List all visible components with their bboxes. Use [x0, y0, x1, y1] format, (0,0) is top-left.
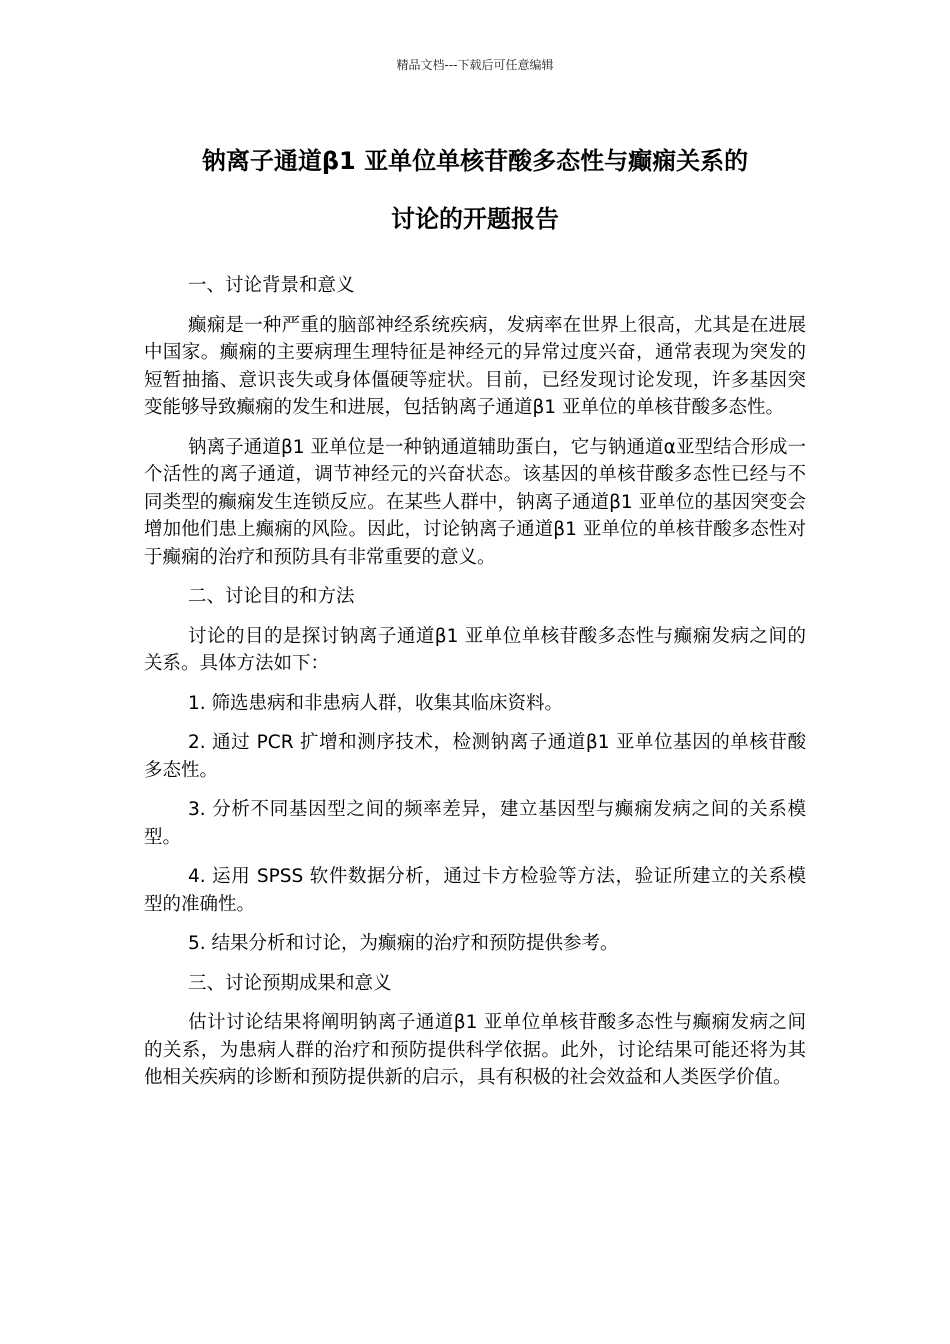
section-heading-methods: 二、讨论目的和方法 — [188, 586, 355, 607]
page-header: 精品文档---下载后可任意编辑 — [396, 58, 554, 72]
paragraph-expected-outcomes: 估计讨论结果将阐明钠离子通道β1 亚单位单核苷酸多态性与癫痫发病之间的关系，为患病人群的治疗和预防提供科学依据。此外，讨论结果可能还将为其他相关疾病的诊断和预防提供新的启示，具有积极的社会效益和人类医学价值。 — [144, 1012, 806, 1088]
section-heading-background: 一、讨论背景和意义 — [188, 275, 355, 296]
title-line-1: 钠离子通道β1 亚单位单核苷酸多态性与癫痫关系的 — [201, 147, 749, 175]
section-heading-outcomes: 三、讨论预期成果和意义 — [188, 972, 392, 994]
method-item-5: 5. 结果分析和讨论，为癫痫的治疗和预防提供参考。 — [188, 933, 619, 954]
title-line-2: 讨论的开题报告 — [391, 205, 559, 233]
paragraph-epilepsy-intro: 癫痫是一种严重的脑部神经系统疾病，发病率在世界上很高，尤其是在进展中国家。癫痫的主要病理生理特征是神经元的异常过度兴奋，通常表现为突发的短暂抽搐、意识丧失或身体僵硬等症状。目前，已经发现讨论发现，许多基因突变能够导致癫痫的发生和进展，包括钠离子通道β1 亚单位的单核苷酸多态性。 — [144, 314, 806, 418]
method-item-2: 2. 通过 PCR 扩增和测序技术，检测钠离子通道β1 亚单位基因的单核苷酸多态性。 — [144, 732, 806, 781]
paragraph-sodium-channel: 钠离子通道β1 亚单位是一种钠通道辅助蛋白，它与钠通道α亚型结合形成一个活性的离子通道，调节神经元的兴奋状态。该基因的单核苷酸多态性已经与不同类型的癫痫发生连锁反应。在某些人群中，钠离子通道β1 亚单位的基因突变会增加他们患上癫痫的风险。因此，讨论钠离子通道β1 亚单位的单核苷酸多态性对于癫痫的治疗和预防具有非常重要的意义。 — [144, 436, 806, 568]
paragraph-purpose: 讨论的目的是探讨钠离子通道β1 亚单位单核苷酸多态性与癫痫发病之间的关系。具体方法如下： — [144, 625, 806, 674]
method-item-4: 4. 运用 SPSS 软件数据分析，通过卡方检验等方法，验证所建立的关系模型的准确性。 — [144, 866, 806, 915]
document-body — [144, 272, 806, 1104]
method-item-1: 1. 筛选患病和非患病人群，收集其临床资料。 — [188, 692, 564, 714]
method-item-3: 3. 分析不同基因型之间的频率差异，建立基因型与癫痫发病之间的关系模型。 — [144, 799, 806, 848]
document-title — [120, 132, 830, 248]
